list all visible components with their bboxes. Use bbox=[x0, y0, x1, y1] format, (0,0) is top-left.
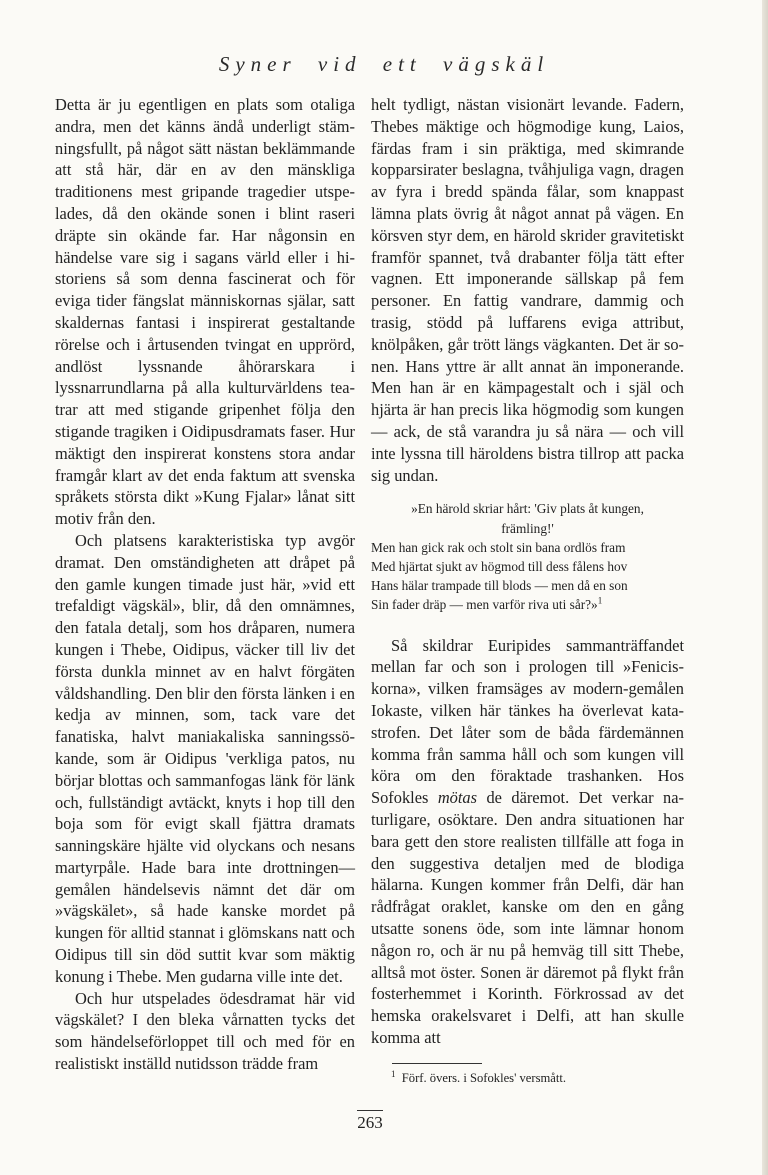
quote-line: Hans hälar trampade till blods — men då en son bbox=[371, 578, 628, 594]
verse-quote bbox=[371, 499, 684, 614]
quote-line: främling!' bbox=[501, 520, 554, 536]
paragraph: Och hur utspelades ödesdramat här vid vägskälet? I den bleka vårnatten tycks det som händelseförloppet till och med för en realistiskt inställd nutidsson trädde fram bbox=[55, 988, 355, 1074]
paragraph: Och platsens karakteristiska typ avgör dramat. Den omständigheten att dråpet på den gamle kungen timade just här, »vid ett trefaldigt vägskäl», blir, då den omnämnes, den fatala detalj, som hos dråparen, numera kungen i Thebe, Oidipus, väcker till liv det första dunkla minnet av en halvt förgäten våldshandling. Den blir den första länken i en kedja av minnen, som, tack vare det fanatiska, halvt maniakaliska sanningssökande, som är Oidipus 'verkliga patos, nu börjar blottas och sammanfogas länk för länk och, fullständigt avtäckt, knyts i hop till den boja som för evigt skall fjättra dramats sanningskäre hjälte vid olyckans och nesans martyrpåle. Hade bara inte drottningen—gemålen händelsevis nämnt det där om »vägskälet», så hade kanske mordet på kungen för alltid stannat i glömskans natt och Oidipus till sin död suttit kvar som mäktig konung i Thebe. Men gudarna ville inte det. bbox=[55, 530, 355, 986]
footnote-marker: 1 bbox=[597, 595, 603, 606]
running-title: Syner vid ett vägskäl bbox=[218, 52, 550, 76]
paragraph: helt tydligt, nästan visionärt levande. Fadern, Thebes mäktige och högmodige kung, Laios, färdas fram i sin präktiga, med skimrande kopparsirater beslagna, tvåhjuliga vagn, dragen av fyra i bredd spända fålar, som knappast lämna plats övrig åt något annat på vägen. En körsven styr dem, en härold skrider gravitetiskt framför spannet, två drabanter följa tätt efter vagnen. Ett imponerande sällskap på fem personer. En fattig vandrare, dammig och trasig, stödd på luffarens eviga attribut, knölpåken, går trött längs vägkanten. Det är sonen. Hans yttre är allt annat än imponerande. Men han är en kämpagestalt och i själ och hjärta är han precis lika högmodig som kungen — ack, de stå varandra ju så nära — och vill inte lyssna till häroldens bistra tillrop att packa sig undan. bbox=[371, 95, 684, 485]
quote-line: »En härold skriar hårt: 'Giv plats åt kungen, bbox=[411, 501, 644, 517]
quote-line-text: Sin fader dräp — men varför riva uti sår?» bbox=[371, 597, 598, 613]
paragraph: Detta är ju egentligen en plats som otaliga andra, men det känns ändå underligt stämningsfullt, på något sätt nästan beklämmande att stå här, där en av den mänskliga traditionens mest gripande tragedier utspelades, då den okände sonen i blint raseri dräpte sin okände far. Har någonsin en händelse vare sig i sagans värld eller i historiens så som denna fascinerat och för eviga tider fängslat människornas själar, satt skaldernas fantasi i inspirerat gestaltande rörelse och i årtusenden tvingat en upprörd, andlöst lyssnande åhörarskara i lyssnarrundlarna på alla kulturvärldens teatrar att med stigande gripenhet följa den stigande tragiken i Oidipusdramats faser. Hur mäktigt den inspirerat konstens stora andar framgår klart av det enda faktum att svenska språkets största dikt »Kung Fjalar» lånat sitt motiv från den. bbox=[55, 95, 355, 529]
emphasis: mötas bbox=[437, 788, 477, 808]
footnote bbox=[371, 1070, 684, 1086]
page-number: 263 bbox=[340, 1113, 400, 1133]
right-column bbox=[371, 94, 684, 1086]
footnote-text: Förf. övers. i Sofokles' versmått. bbox=[401, 1070, 567, 1085]
footnote-number: 1 bbox=[391, 1068, 396, 1079]
paragraph bbox=[371, 635, 684, 1049]
quote-line: Med hjärtat sjukt av högmod till dess fålens hov bbox=[371, 558, 628, 574]
quote-line: Men han gick rak och stolt sin bana ordlös fram bbox=[371, 539, 626, 555]
left-column bbox=[55, 94, 355, 1075]
footnote-divider bbox=[392, 1063, 482, 1064]
paragraph-text: Så skildrar Euripides sammanträffandet mellan far och son i prologen till »Feniciskorna», vilken framsäges av modern-gemålen Iokaste, vilken här tänkes ha överlevat katastrofen. Det låter som de båda färdemännen komma från samma håll och som kungen vill köra om den föraktade trashanken. Hos Sofokles bbox=[371, 635, 684, 808]
page-edge bbox=[762, 0, 768, 1175]
paragraph-text: de däremot. Det verkar naturligare, osöktare. Den andra situationen har bara gett den store realisten tillfälle att foga in den suggestiva detaljen med de blodiga hälarna. Kungen kommer från Delfi, där han rådfrågat oraklet, kanske om den en gång utsatte sonens öde, som inte lämnar honom någon ro, och är nu på hemväg till sitt Thebe, alltså mot öster. Sonen är däremot på flykt från fosterhemmet i Korinth. Förkrossad av det hemska orakelsvaret i Delfi, att han skulle komma att bbox=[371, 788, 684, 1047]
quote-line bbox=[371, 595, 684, 614]
